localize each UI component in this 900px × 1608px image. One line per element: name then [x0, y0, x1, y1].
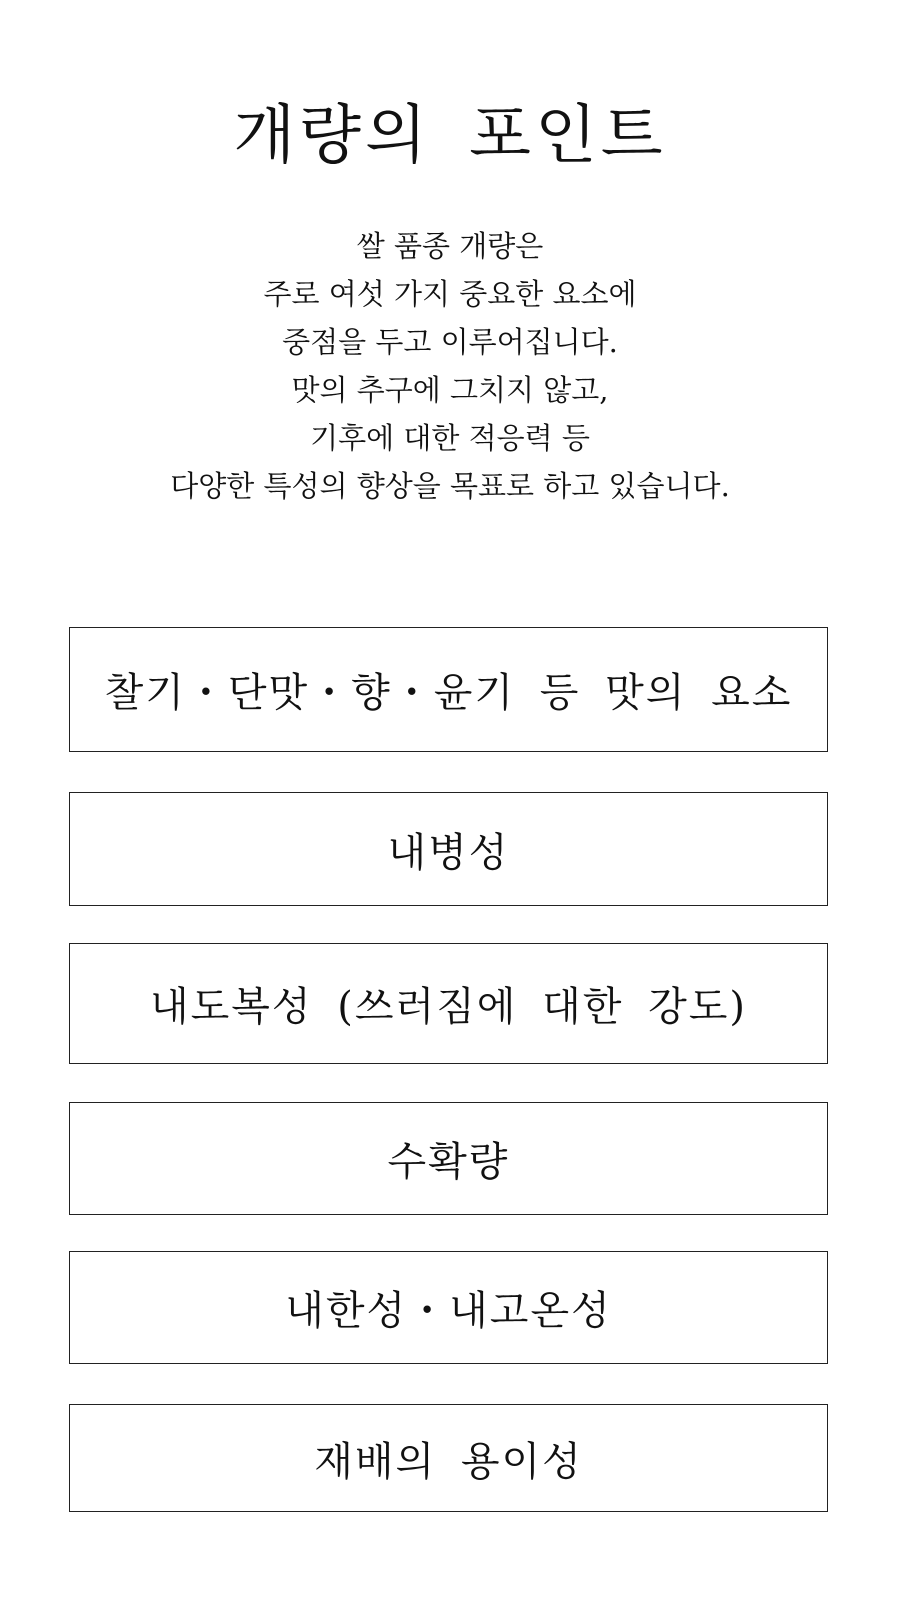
point-label: 재배의 용이성 — [314, 1438, 583, 1485]
point-box-lodging-resistance — [69, 943, 828, 1064]
point-box-taste — [69, 627, 828, 752]
point-label: 내병성 — [387, 829, 510, 876]
intro-line: 맛의 추구에 그치지 않고, — [291, 373, 609, 407]
intro-paragraph — [0, 222, 900, 510]
intro-line: 주로 여섯 가지 중요한 요소에 — [263, 277, 637, 311]
point-label: 내한성・내고온성 — [285, 1288, 612, 1334]
page-title: 개량의 포인트 — [233, 99, 667, 173]
point-box-ease-of-cultivation — [69, 1404, 828, 1512]
intro-line: 다양한 특성의 향상을 목표로 하고 있습니다. — [170, 469, 730, 503]
point-label: 내도복성 (쓰러짐에 대한 강도) — [149, 984, 748, 1030]
point-box-disease-resistance — [69, 792, 828, 906]
point-box-yield — [69, 1102, 828, 1215]
point-label: 수확량 — [387, 1139, 510, 1185]
intro-line: 기후에 대한 적응력 등 — [310, 421, 590, 455]
intro-line: 쌀 품종 개량은 — [356, 229, 544, 263]
point-label: 찰기・단맛・향・윤기 등 맛의 요소 — [104, 670, 793, 716]
point-box-cold-heat-tolerance — [69, 1251, 828, 1364]
intro-line: 중점을 두고 이루어집니다. — [282, 325, 618, 359]
